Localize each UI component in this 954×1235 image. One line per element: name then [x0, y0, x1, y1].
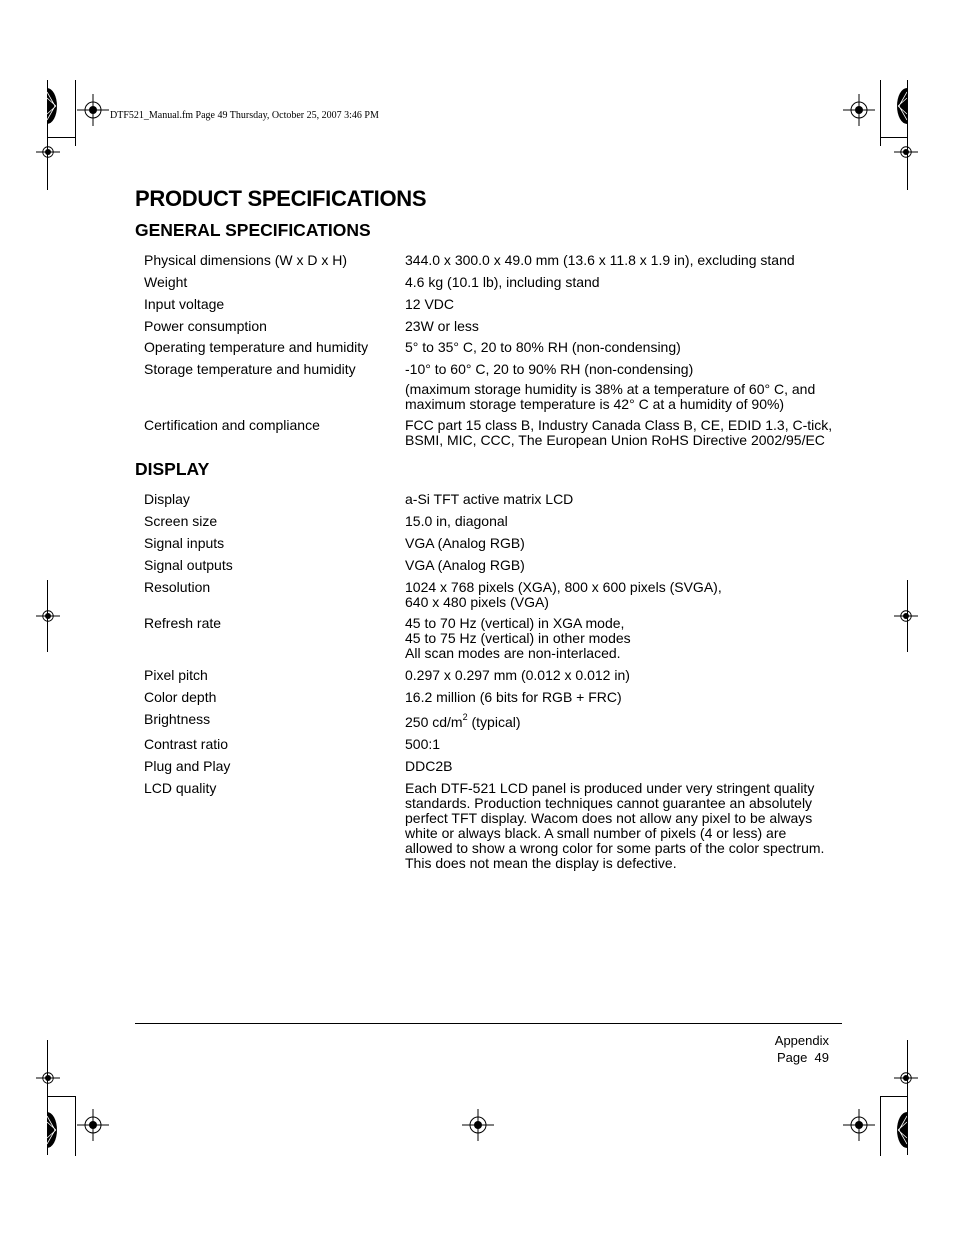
spec-value: VGA (Analog RGB) — [405, 535, 525, 551]
crop-mark — [47, 1096, 75, 1097]
spec-label: Brightness — [144, 711, 211, 727]
spec-value: Each DTF-521 LCD panel is produced under very stringent quality standards. Production techniques cannot guarantee an absolutely perfect TFT display. Wacom does not allow any pixel to be always white or always black. A small number of pixels (4 or less) are allowed to show a wrong color for some parts of the color spectrum. This does not mean the display is defective. — [405, 780, 825, 871]
crop-mark — [880, 1096, 881, 1156]
footer-page-number: Page 49 — [776, 1050, 829, 1065]
registration-mark-icon — [894, 140, 918, 164]
spec-value — [405, 712, 845, 730]
brightness-value: 250 cd/m — [405, 714, 463, 730]
spec-value: 45 to 70 Hz (vertical) in XGA mode, 45 to 75 Hz (vertical) in other modes All scan modes are non-interlaced. — [405, 615, 631, 661]
brightness-suffix: (typical) — [467, 714, 521, 730]
registration-mark-icon — [462, 1109, 494, 1141]
spec-label: Signal outputs — [144, 557, 233, 573]
spec-label: Resolution — [144, 579, 211, 595]
registration-mark-icon — [36, 604, 60, 628]
spec-value: FCC part 15 class B, Industry Canada Class B, CE, EDID 1.3, C-tick, BSMI, MIC, CCC, The European Union RoHS Directive 2002/95/EC — [405, 417, 833, 448]
spec-value: 16.2 million (6 bits for RGB + FRC) — [405, 689, 622, 705]
spec-label: Contrast ratio — [144, 736, 229, 752]
spec-label: Refresh rate — [144, 615, 222, 631]
spec-value: (maximum storage humidity is 38% at a temperature of 60° C, and maximum storage temperature is 42° C at a humidity of 90%) — [405, 381, 816, 412]
color-bar-icon — [897, 88, 907, 124]
footer-section: Appendix — [774, 1033, 829, 1048]
spec-label: Color depth — [144, 689, 217, 705]
crop-mark — [47, 137, 75, 138]
spec-value: 23W or less — [405, 318, 479, 334]
registration-mark-icon — [843, 1109, 875, 1141]
registration-mark-icon — [894, 604, 918, 628]
spec-value: 5° to 35° C, 20 to 80% RH (non-condensing) — [405, 339, 681, 355]
color-bar-icon — [47, 1112, 57, 1148]
registration-mark-icon — [36, 140, 60, 164]
spec-label: LCD quality — [144, 780, 217, 796]
color-bar-icon — [897, 1112, 907, 1148]
color-bar-icon — [47, 88, 57, 124]
spec-value: 12 VDC — [405, 296, 455, 312]
crop-mark — [907, 1040, 908, 1155]
printer-header: DTF521_Manual.fm Page 49 Thursday, October 25, 2007 3:46 PM — [110, 110, 379, 121]
registration-mark-icon — [843, 94, 875, 126]
spec-label: Operating temperature and humidity — [144, 339, 369, 355]
spec-value: 15.0 in, diagonal — [405, 513, 508, 529]
crop-mark — [75, 80, 76, 146]
spec-value: 0.297 x 0.297 mm (0.012 x 0.012 in) — [405, 667, 630, 683]
spec-label: Physical dimensions (W x D x H) — [144, 252, 348, 268]
spec-label: Power consumption — [144, 318, 267, 334]
spec-label: Certification and compliance — [144, 417, 320, 433]
spec-label: Plug and Play — [144, 758, 231, 774]
footer-rule — [135, 1023, 842, 1024]
display-heading: DISPLAY — [135, 459, 210, 479]
spec-label: Signal inputs — [144, 535, 225, 551]
spec-value: VGA (Analog RGB) — [405, 557, 525, 573]
crop-mark — [880, 1096, 908, 1097]
registration-mark-icon — [77, 1109, 109, 1141]
spec-value: DDC2B — [405, 758, 453, 774]
crop-mark — [75, 1096, 76, 1156]
crop-mark — [880, 137, 908, 138]
spec-value: 344.0 x 300.0 x 49.0 mm (13.6 x 11.8 x 1.9 in), excluding stand — [405, 252, 795, 268]
spec-label: Storage temperature and humidity — [144, 361, 356, 377]
crop-mark — [907, 80, 908, 190]
spec-label: Pixel pitch — [144, 667, 208, 683]
brightness-exponent: 2 — [462, 712, 468, 723]
registration-mark-icon — [36, 1066, 60, 1090]
spec-value: 4.6 kg (10.1 lb), including stand — [405, 274, 600, 290]
spec-label: Display — [144, 491, 190, 507]
spec-label: Input voltage — [144, 296, 225, 312]
spec-value: a-Si TFT active matrix LCD — [405, 491, 574, 507]
spec-value: 1024 x 768 pixels (XGA), 800 x 600 pixels (SVGA), 640 x 480 pixels (VGA) — [405, 579, 722, 610]
registration-mark-icon — [77, 94, 109, 126]
general-specifications-heading: GENERAL SPECIFICATIONS — [135, 220, 371, 240]
registration-mark-icon — [894, 1066, 918, 1090]
spec-value: -10° to 60° C, 20 to 90% RH (non-condensing) — [405, 361, 694, 377]
spec-label: Screen size — [144, 513, 218, 529]
page-title: PRODUCT SPECIFICATIONS — [135, 186, 427, 211]
spec-label: Weight — [144, 274, 188, 290]
spec-value: 500:1 — [405, 736, 441, 752]
